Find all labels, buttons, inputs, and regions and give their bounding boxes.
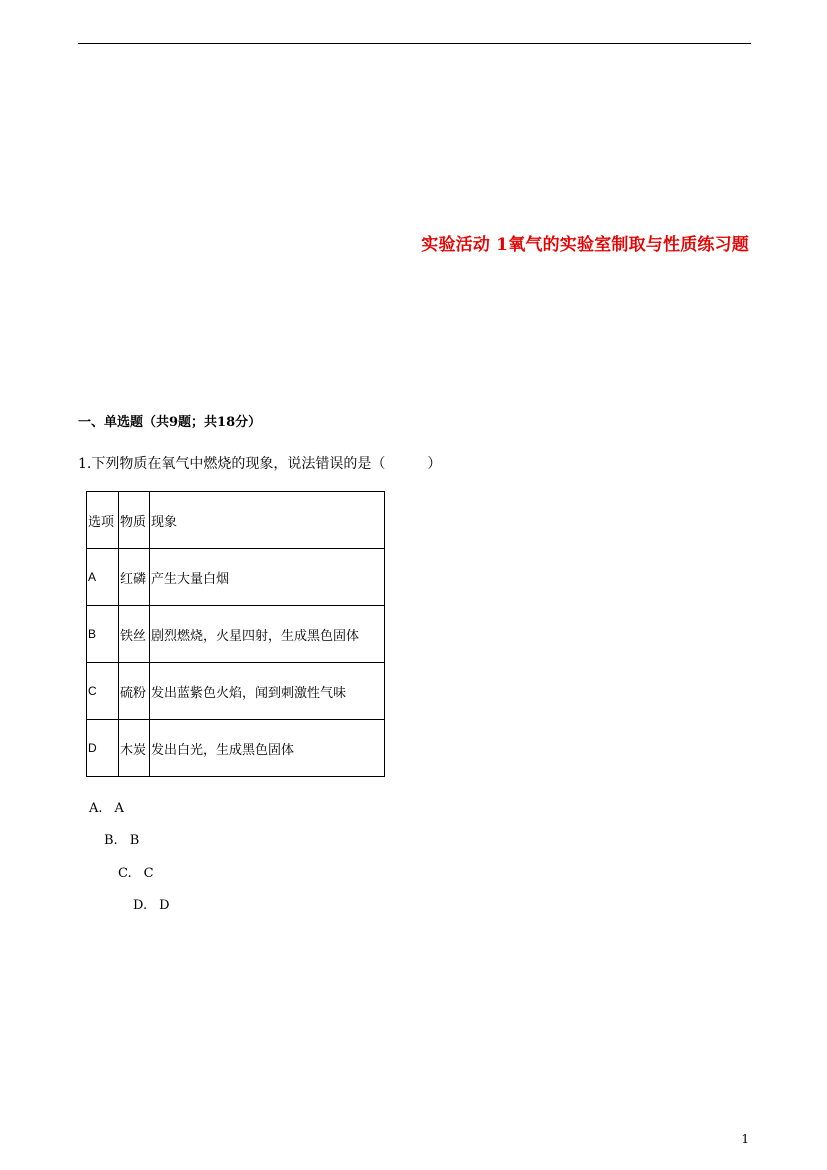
table-cell-phenomenon: 产生大量白烟 [150, 549, 385, 606]
table-cell-option: B [87, 606, 119, 663]
choice-label: A. [89, 801, 103, 816]
choice-d[interactable] [133, 898, 170, 913]
table-header-row [87, 492, 385, 549]
section-heading: 一、单选题（共9题；共18分） [78, 415, 262, 430]
table-row [87, 663, 385, 720]
table-row [87, 549, 385, 606]
page-number: 1 [741, 1132, 749, 1146]
choice-label: B. [104, 833, 118, 848]
choice-a[interactable] [89, 801, 124, 816]
question-stem: 1.下列物质在氧气中燃烧的现象，说法错误的是（ ） [78, 456, 442, 472]
choice-label: D. [133, 898, 148, 913]
table-row [87, 606, 385, 663]
choice-b[interactable] [104, 833, 139, 848]
question-table [86, 491, 385, 777]
choice-c[interactable] [118, 866, 154, 881]
table-header-cell: 物质 [119, 492, 150, 549]
table-cell-option: D [87, 720, 119, 777]
choice-text: A [114, 801, 124, 816]
table-cell-substance: 木炭 [119, 720, 150, 777]
document-title: 实验活动 1氧气的实验室制取与性质练习题 [421, 235, 749, 255]
choice-text: B [129, 833, 140, 848]
table-cell-phenomenon: 剧烈燃烧，火星四射，生成黑色固体 [150, 606, 385, 663]
table-cell-option: C [87, 663, 119, 720]
table-cell-substance: 红磷 [119, 549, 150, 606]
choice-label: C. [118, 866, 132, 881]
table-header-cell: 现象 [150, 492, 385, 549]
table-cell-phenomenon: 发出白光，生成黑色固体 [150, 720, 385, 777]
table-row [87, 720, 385, 777]
choice-text: C [143, 866, 154, 881]
table-cell-option: A [87, 549, 119, 606]
header-rule [78, 43, 751, 44]
table-cell-phenomenon: 发出蓝紫色火焰，闻到刺激性气味 [150, 663, 385, 720]
table-cell-substance: 铁丝 [119, 606, 150, 663]
choice-text: D [159, 898, 170, 913]
table-header-cell: 选项 [87, 492, 119, 549]
table-cell-substance: 硫粉 [119, 663, 150, 720]
